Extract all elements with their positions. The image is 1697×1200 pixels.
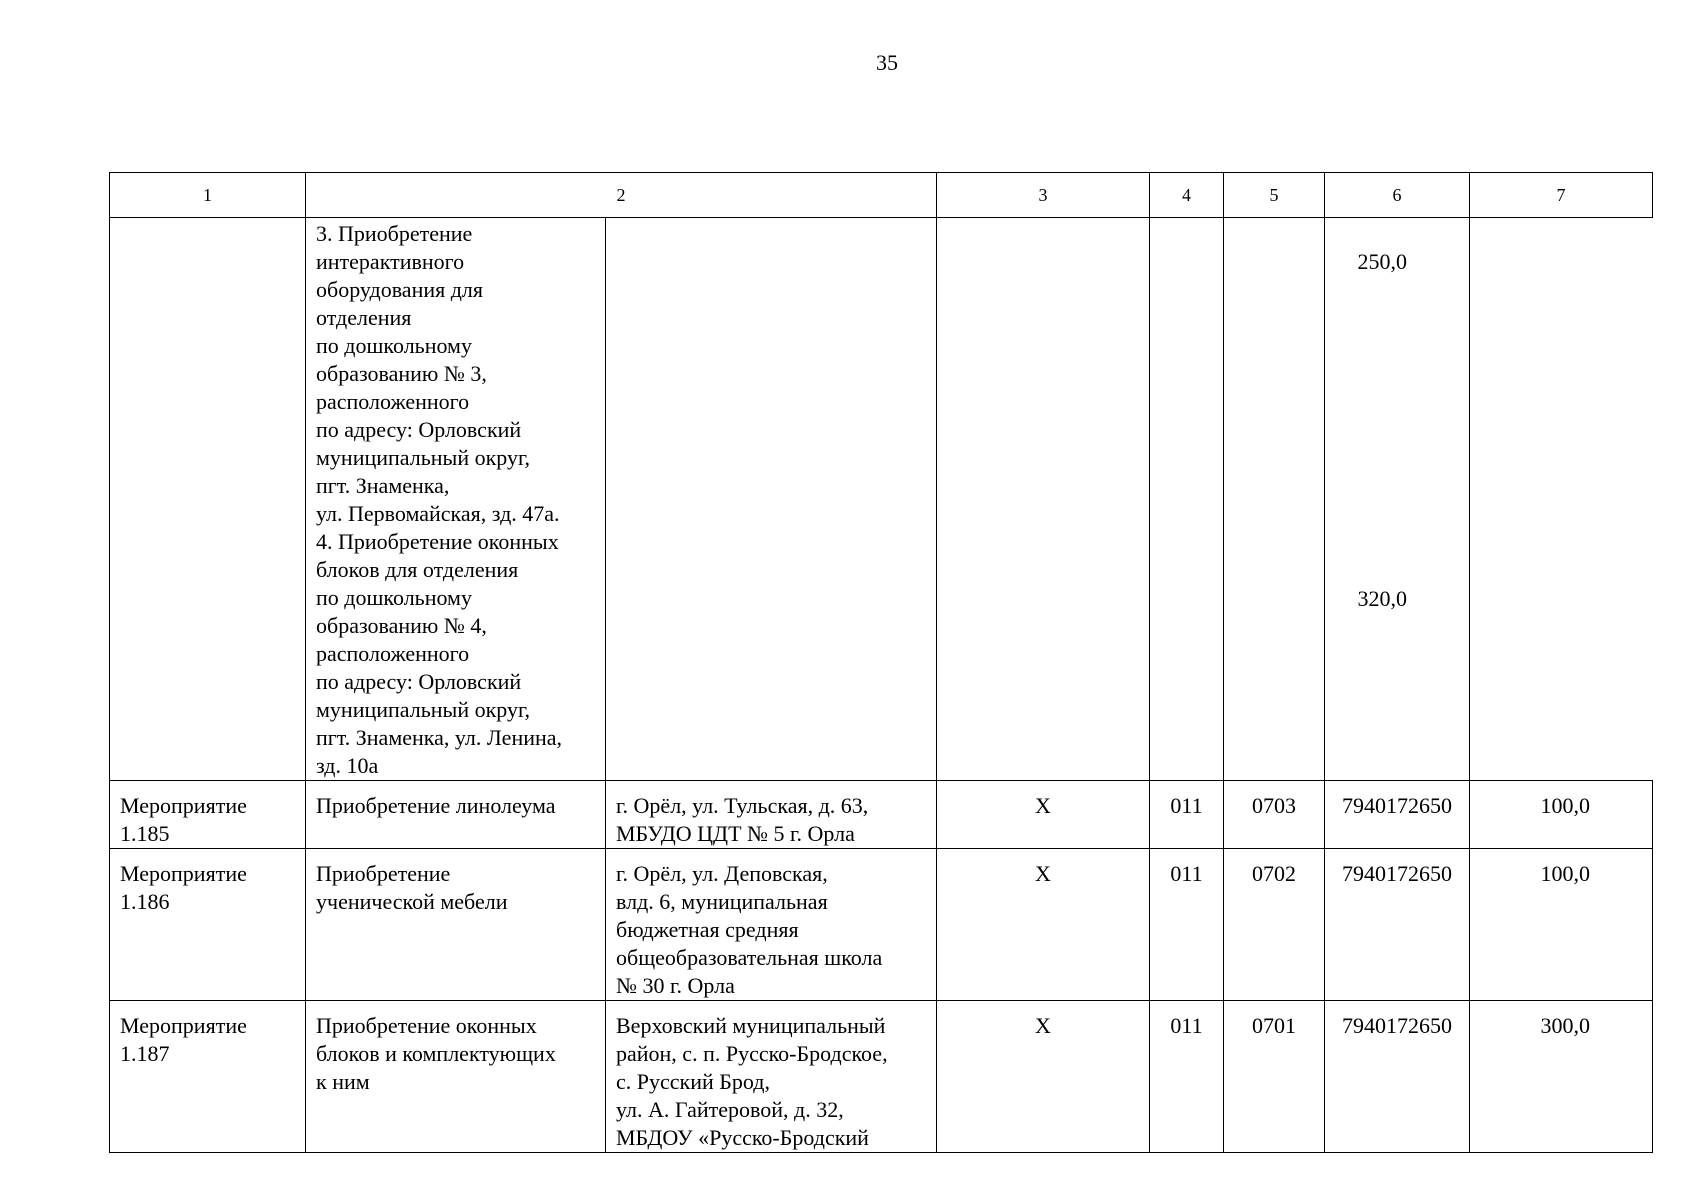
header-row	[110, 173, 1653, 218]
header-cell-5: 5	[1224, 173, 1325, 218]
event-address: Верховский муниципальный район, с. п. Русско-Бродское, с. Русский Брод, ул. А. Гайтеровой, д. 32, МБДОУ «Русско-Бродский	[606, 1001, 937, 1153]
header-cell-6: 6	[1325, 173, 1470, 218]
event-amount: 300,0	[1470, 1001, 1653, 1153]
event-col6: 7940172650	[1325, 781, 1470, 849]
header-cell-4: 4	[1150, 173, 1224, 218]
header-cell-7: 7	[1470, 173, 1653, 218]
continuation-description: 3. Приобретение интерактивного оборудования для отделения по дошкольному образованию № 3, расположенного по адресу: Орловский муниципальный округ, пгт. Знаменка, ул. Первомайская, зд. 47а. 4. Приобретение оконных блоков для отделения по дошкольному образованию № 4, расположенного по адресу: Орловский муниципальный округ, пгт. Знаменка, ул. Ленина, зд. 10а	[306, 218, 606, 781]
event-col6: 7940172650	[1325, 849, 1470, 1001]
continuation-amounts	[1325, 218, 1470, 781]
event-name: Приобретение ученической мебели	[306, 849, 606, 1001]
event-id: Мероприятие 1.186	[110, 849, 306, 1001]
event-col3: Х	[937, 849, 1150, 1001]
event-id: Мероприятие 1.187	[110, 1001, 306, 1153]
continuation-col5	[1150, 218, 1224, 781]
header-cell-1: 1	[110, 173, 306, 218]
continuation-col1	[110, 218, 306, 781]
header-cell-3: 3	[937, 173, 1150, 218]
table-row-continuation	[110, 218, 1653, 781]
amount-item-4: 320,0	[1357, 586, 1407, 611]
table-row	[110, 781, 1653, 849]
event-col3: Х	[937, 1001, 1150, 1153]
event-amount: 100,0	[1470, 849, 1653, 1001]
continuation-col6	[1224, 218, 1325, 781]
event-col6: 7940172650	[1325, 1001, 1470, 1153]
event-col5: 0703	[1224, 781, 1325, 849]
event-name: Приобретение оконных блоков и комплектующих к ним	[306, 1001, 606, 1153]
event-col5: 0702	[1224, 849, 1325, 1001]
event-id: Мероприятие 1.185	[110, 781, 306, 849]
event-col3: Х	[937, 781, 1150, 849]
table-row	[110, 1001, 1653, 1153]
event-col5: 0701	[1224, 1001, 1325, 1153]
continuation-address	[606, 218, 937, 781]
event-address: г. Орёл, ул. Тульская, д. 63, МБУДО ЦДТ № 5 г. Орла	[606, 781, 937, 849]
header-cell-2: 2	[306, 173, 937, 218]
page-number: 35	[876, 50, 898, 75]
event-col4: 011	[1150, 849, 1224, 1001]
event-address: г. Орёл, ул. Деповская, влд. 6, муниципальная бюджетная средняя общеобразовательная школа № 30 г. Орла	[606, 849, 937, 1001]
continuation-col4	[937, 218, 1150, 781]
budget-table	[109, 172, 1653, 1153]
table-row	[110, 849, 1653, 1001]
amount-item-3: 250,0	[1357, 249, 1407, 274]
event-col4: 011	[1150, 1001, 1224, 1153]
event-amount: 100,0	[1470, 781, 1653, 849]
event-col4: 011	[1150, 781, 1224, 849]
event-name: Приобретение линолеума	[306, 781, 606, 849]
